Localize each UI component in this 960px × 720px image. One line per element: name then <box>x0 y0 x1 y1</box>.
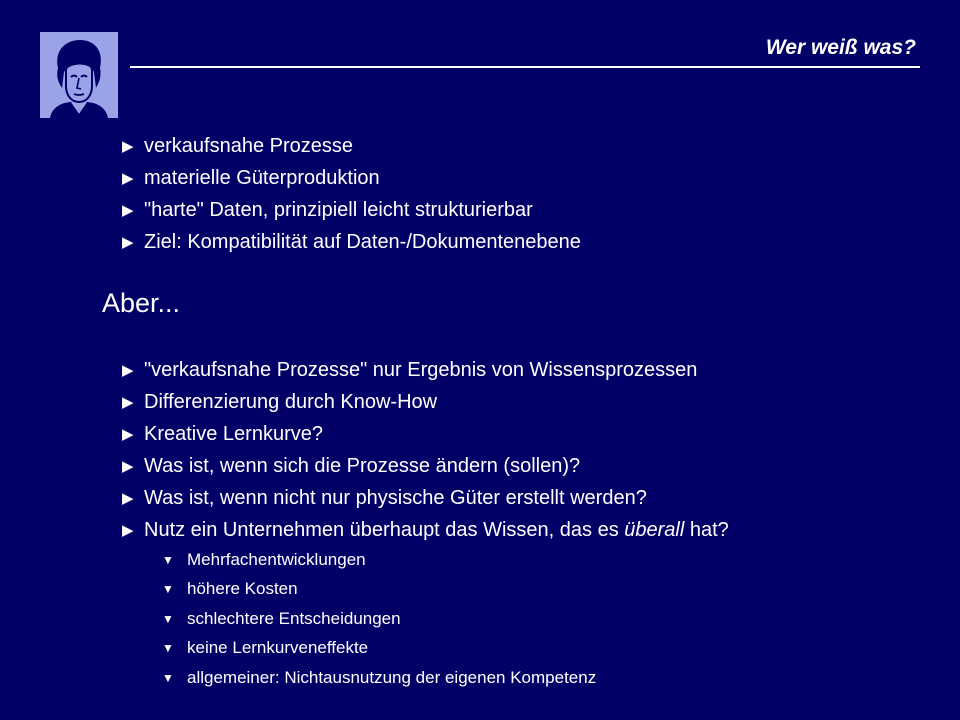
title-underline <box>130 66 920 68</box>
triangle-down-icon: ▼ <box>162 641 174 656</box>
sub-list-item-text: allgemeiner: Nichtausnutzung der eigenen Kompetenz <box>187 667 597 687</box>
list-item <box>122 162 581 194</box>
triangle-right-icon: ▶ <box>122 202 134 219</box>
triangle-right-icon: ▶ <box>122 426 134 443</box>
triangle-right-icon: ▶ <box>122 362 134 379</box>
bullet-list-context <box>122 130 581 258</box>
portrait-icon <box>40 32 118 118</box>
list-item-text: "verkaufsnahe Prozesse" nur Ergebnis von Wissensprozessen <box>144 358 698 381</box>
triangle-right-icon: ▶ <box>122 394 134 411</box>
emphasized-word: überall <box>624 518 685 541</box>
sub-bullet-list-consequences <box>162 545 596 693</box>
list-item-text-start: Nutz ein Unternehmen überhaupt das Wissen, das es <box>144 518 625 541</box>
sub-list-item-text: höhere Kosten <box>187 579 298 599</box>
sub-list-item <box>162 634 596 664</box>
triangle-right-icon: ▶ <box>122 458 134 475</box>
list-item-text-end: hat? <box>684 518 729 541</box>
triangle-right-icon: ▶ <box>122 234 134 251</box>
list-item-text: materielle Güterproduktion <box>144 166 380 189</box>
list-item-text: Differenzierung durch Know-How <box>144 390 438 413</box>
triangle-right-icon: ▶ <box>122 138 134 155</box>
list-item <box>122 386 729 418</box>
list-item <box>122 418 729 450</box>
triangle-down-icon: ▼ <box>162 670 174 685</box>
triangle-down-icon: ▼ <box>162 582 174 597</box>
list-item <box>122 354 729 386</box>
triangle-down-icon: ▼ <box>162 552 174 567</box>
list-item-text: "harte" Daten, prinzipiell leicht strukturierbar <box>144 198 533 221</box>
list-item-text: Was ist, wenn nicht nur physische Güter erstellt werden? <box>144 486 647 509</box>
bullet-list-arguments <box>122 354 729 546</box>
sub-list-item <box>162 604 596 634</box>
list-item-text <box>144 519 729 542</box>
sub-list-item <box>162 545 596 575</box>
sub-list-item-text: schlechtere Entscheidungen <box>187 608 401 628</box>
list-item-text: Ziel: Kompatibilität auf Daten-/Dokumentenebene <box>144 230 581 253</box>
triangle-right-icon: ▶ <box>122 170 134 187</box>
triangle-right-icon: ▶ <box>122 490 134 507</box>
sub-list-item-text: keine Lernkurveneffekte <box>187 638 369 658</box>
sub-list-item <box>162 663 596 693</box>
list-item-text: Was ist, wenn sich die Prozesse ändern (sollen)? <box>144 454 581 477</box>
section-heading: Aber... <box>102 288 181 318</box>
list-item <box>122 514 729 546</box>
list-item <box>122 226 581 258</box>
sub-list-item-text: Mehrfachentwicklungen <box>187 549 366 569</box>
triangle-right-icon: ▶ <box>122 522 134 539</box>
goethe-portrait-logo <box>40 32 118 118</box>
list-item-text: verkaufsnahe Prozesse <box>144 134 354 157</box>
triangle-down-icon: ▼ <box>162 611 174 626</box>
list-item <box>122 194 581 226</box>
list-item-text: Kreative Lernkurve? <box>144 422 323 445</box>
sub-list-item <box>162 575 596 605</box>
list-item <box>122 450 729 482</box>
list-item <box>122 130 581 162</box>
slide-title: Wer weiß was? <box>765 36 916 59</box>
list-item <box>122 482 729 514</box>
